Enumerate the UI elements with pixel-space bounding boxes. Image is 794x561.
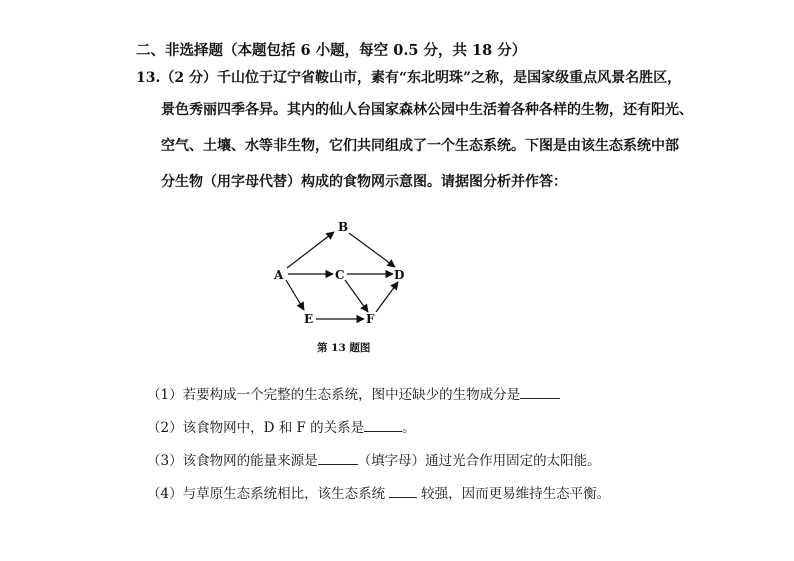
answer-blank-2[interactable] [364, 417, 402, 432]
question-intro-line: 分生物（用字母代替）构成的食物网示意图。请据图分析并作答： [161, 174, 567, 190]
question-13-line-1 [136, 69, 681, 87]
answer-blank-4[interactable] [389, 483, 417, 498]
node-a: A [274, 268, 284, 282]
edge-c-f [345, 280, 368, 312]
node-c: C [335, 268, 345, 282]
question-intro-line: 空气、土壤、水等非生物，它们共同组成了一个生态系统。下图是由该生态系统中部 [161, 138, 679, 154]
answer-blank-1[interactable] [520, 384, 560, 399]
figure-caption: 第 13 题图 [317, 342, 371, 354]
edge-a-e [286, 280, 304, 310]
sub-question-2: （2）该食物网中，D 和 F 的关系是 。 [147, 417, 416, 437]
sub-question-1: （1）若要构成一个完整的生态系统，图中还缺少的生物成分是 [147, 384, 560, 404]
answer-blank-3[interactable] [318, 450, 358, 465]
node-d: D [394, 268, 405, 282]
question-number: 13. [136, 70, 161, 86]
sub-question-4: （4）与草原生态系统相比，该生态系统 较强，因而更易维持生态平衡。 [147, 483, 610, 503]
node-e: E [304, 312, 314, 326]
question-intro-line: 景色秀丽四季各异。其内的仙人台国家森林公园中生活着各种各样的生物，还有阳光、 [161, 102, 693, 118]
edge-a-b [287, 232, 334, 268]
question-intro-line: （2 分）千山位于辽宁省鞍山市，素有“东北明珠”之称，是国家级重点风景名胜区， [160, 70, 682, 86]
node-f: F [366, 312, 375, 326]
node-b: B [338, 220, 349, 234]
sub-question-3: （3）该食物网的能量来源是 （填字母）通过光合作用固定的太阳能。 [147, 450, 601, 470]
edge-b-d [349, 233, 395, 267]
food-web-diagram [260, 215, 430, 330]
section-heading: 二、非选择题（本题包括 6 小题，每空 0.5 分，共 18 分） [136, 42, 527, 59]
edge-f-d [376, 282, 398, 312]
